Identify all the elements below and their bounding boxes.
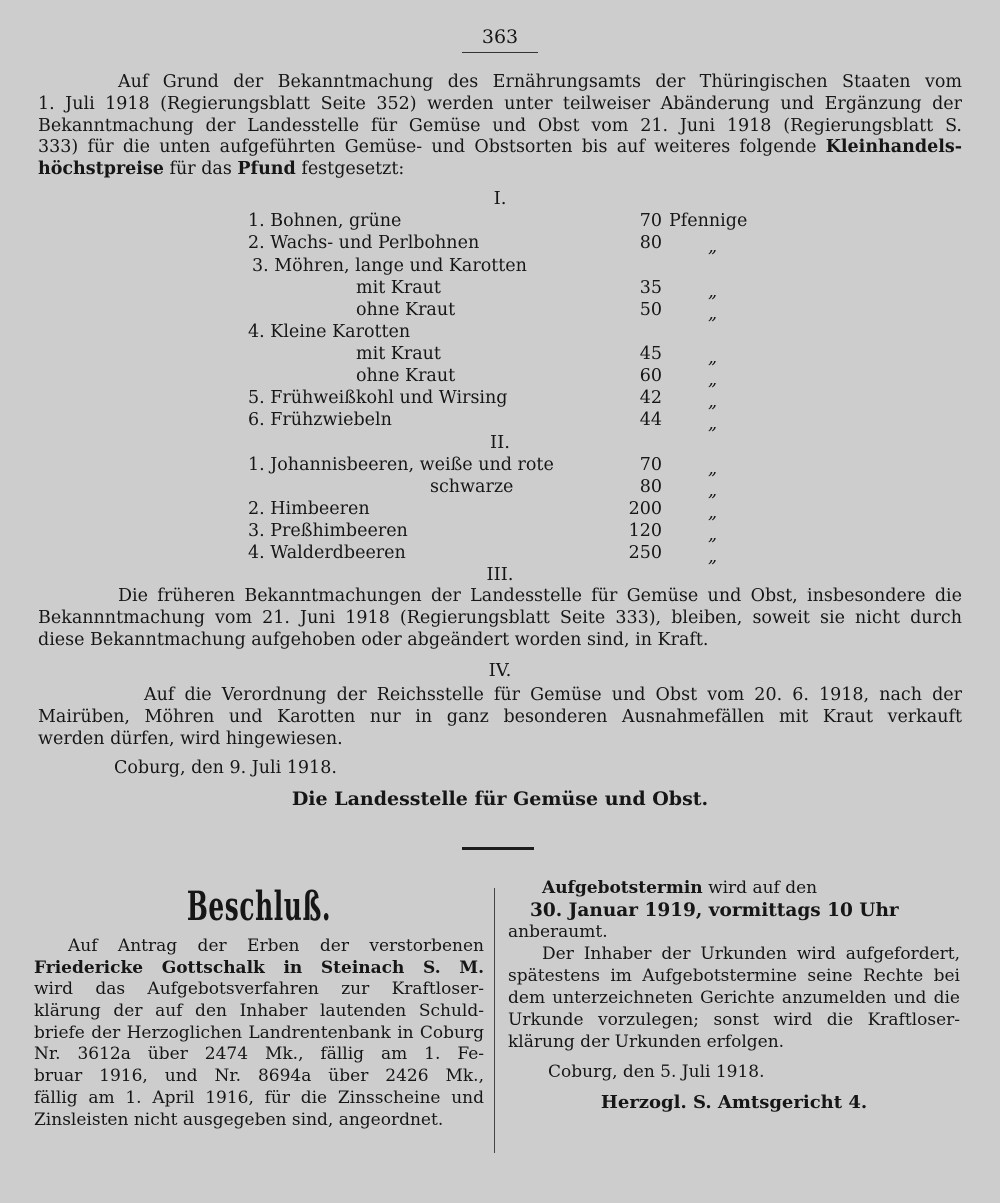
ditto-mark: „ bbox=[708, 414, 718, 434]
item-price: 250 bbox=[628, 543, 662, 563]
beschluss-column bbox=[34, 878, 484, 1131]
paragraph-line: Auf die Verordnung der Reichsstelle für Gemüse und Obst vom 20. 6. 1918, nach der bbox=[144, 685, 962, 705]
ditto-mark: „ bbox=[708, 304, 718, 324]
column-rule bbox=[494, 888, 495, 1153]
intro-bold-word: Kleinhandels- bbox=[825, 137, 962, 158]
authority-signature: Die Landesstelle für Gemüse und Obst. bbox=[291, 788, 709, 810]
price-row bbox=[0, 211, 1000, 233]
intro-bold-word: Pfund bbox=[237, 159, 296, 180]
ditto-mark: „ bbox=[708, 503, 718, 523]
paragraph-line: wird das Aufgebotsverfahren zur Kraftloser- bbox=[34, 979, 484, 1000]
item-name: 1. Bohnen, grüne bbox=[248, 211, 402, 231]
price-row bbox=[0, 366, 1000, 388]
aufgebot-text: wird auf den bbox=[708, 878, 818, 898]
item-price: 35 bbox=[639, 278, 662, 298]
section-number-III: III. bbox=[486, 564, 514, 585]
item-name: 4. Walderdbeeren bbox=[248, 543, 406, 563]
section-number-IV: IV. bbox=[488, 660, 512, 681]
item-name: 3. Möhren, lange und Karotten bbox=[252, 256, 527, 276]
ditto-mark: „ bbox=[708, 370, 718, 390]
section-number-I: I. bbox=[493, 188, 507, 209]
intro-line: Bekanntmachung der Landesstelle für Gemüse und Obst vom 21. Juni 1918 (Regierungsblatt S. bbox=[38, 115, 962, 136]
ditto-mark: „ bbox=[708, 392, 718, 412]
paragraph-line: Bekannntmachung vom 21. Juni 1918 (Regierungsblatt Seite 333), bleiben, soweit sie nicht durch bbox=[38, 607, 962, 628]
paragraph-line: fällig am 1. April 1916, für die Zinsscheine und bbox=[34, 1087, 484, 1108]
item-price: 200 bbox=[628, 499, 662, 519]
item-price: 44 bbox=[639, 410, 662, 430]
paragraph-line: diese Bekanntmachung aufgehoben oder abgeändert worden sind, in Kraft. bbox=[38, 629, 709, 650]
price-row bbox=[0, 499, 1000, 521]
item-name: 2. Wachs- und Perlbohnen bbox=[248, 233, 480, 253]
aufgebot-first-line bbox=[508, 878, 960, 900]
paragraph-line: dem unterzeichneten Gerichte anzumelden und die bbox=[508, 988, 960, 1008]
price-row bbox=[0, 477, 1000, 499]
item-name: 6. Frühzwiebeln bbox=[248, 410, 392, 430]
item-name: 1. Johannisbeeren, weiße und rote bbox=[248, 455, 554, 475]
intro-line-4 bbox=[38, 137, 962, 159]
paragraph-line: werden dürfen, wird hingewiesen. bbox=[38, 728, 343, 749]
item-name: 3. Preßhimbeeren bbox=[248, 521, 408, 541]
paragraph-line: Zinsleisten nicht ausgegeben sind, angeordnet. bbox=[34, 1109, 444, 1130]
paragraph-line: briefe der Herzoglichen Landrentenbank in Coburg bbox=[34, 1022, 484, 1043]
section-number-II: II. bbox=[490, 432, 510, 453]
item-price: 80 bbox=[639, 477, 662, 497]
item-price: 60 bbox=[639, 366, 662, 386]
price-row bbox=[0, 300, 1000, 322]
price-row bbox=[0, 455, 1000, 477]
paragraph-line: bruar 1916, und Nr. 8694a über 2426 Mk., bbox=[34, 1066, 484, 1087]
item-name: 2. Himbeeren bbox=[248, 499, 370, 519]
place-date: Coburg, den 9. Juli 1918. bbox=[114, 758, 337, 778]
paragraph-line: Auf Antrag der Erben der verstorbenen bbox=[68, 936, 484, 956]
section-III-paragraph bbox=[38, 586, 962, 651]
hearing-date: 30. Januar 1919, vormittags 10 Uhr bbox=[530, 900, 899, 921]
ditto-mark: „ bbox=[708, 237, 718, 257]
item-name: 4. Kleine Karotten bbox=[248, 322, 411, 342]
price-row bbox=[0, 388, 1000, 410]
price-row bbox=[0, 344, 1000, 366]
item-name: ohne Kraut bbox=[356, 300, 456, 320]
price-row bbox=[0, 233, 1000, 255]
aufgebot-column bbox=[508, 878, 960, 1113]
court-signature: Herzogl. S. Amtsgericht 4. bbox=[600, 1092, 868, 1113]
paragraph-line: klärung der Urkunden erfolgen. bbox=[508, 1032, 785, 1052]
item-name: schwarze bbox=[430, 477, 514, 497]
item-name: mit Kraut bbox=[356, 278, 441, 298]
ditto-mark: „ bbox=[708, 282, 718, 302]
ditto-mark: „ bbox=[708, 459, 718, 479]
beschluss-title: Beschluß. bbox=[186, 883, 332, 930]
paragraph-line: Urkunde vorzulegen; sonst wird die Kraftloser- bbox=[508, 1010, 960, 1030]
item-price: 50 bbox=[639, 300, 662, 320]
price-row bbox=[0, 543, 1000, 565]
intro-text: für das bbox=[169, 159, 232, 180]
page-number-rule bbox=[462, 52, 538, 53]
item-price: 70 bbox=[639, 455, 662, 475]
page-number: 363 bbox=[481, 26, 519, 48]
item-price: 70 bbox=[639, 211, 662, 231]
intro-paragraph bbox=[38, 72, 962, 181]
ditto-mark: „ bbox=[708, 481, 718, 501]
price-unit: Pfennige bbox=[669, 211, 748, 231]
intro-text: festgesetzt: bbox=[301, 159, 405, 180]
intro-line: 1. Juli 1918 (Regierungsblatt Seite 352) werden unter teilweiser Abänderung und Ergänzung der bbox=[38, 93, 962, 114]
beschluss-text bbox=[34, 936, 484, 1131]
intro-line: Auf Grund der Bekanntmachung des Ernährungsamts der Thüringischen Staaten vom bbox=[118, 72, 962, 92]
item-name: ohne Kraut bbox=[356, 366, 456, 386]
item-price: 120 bbox=[628, 521, 662, 541]
item-price: 80 bbox=[639, 233, 662, 253]
aufgebot-bold: Aufgebotstermin bbox=[542, 878, 703, 898]
paragraph-line: Mairüben, Möhren und Karotten nur in ganz besonderen Ausnahmefällen mit Kraut verkauft bbox=[38, 706, 962, 727]
item-price: 42 bbox=[639, 388, 662, 408]
paragraph-line: klärung der auf den Inhaber lautenden Schuld- bbox=[34, 1001, 484, 1022]
court-date: Coburg, den 5. Juli 1918. bbox=[548, 1062, 765, 1082]
place-date-paragraph bbox=[38, 758, 962, 780]
price-row bbox=[0, 322, 1000, 344]
price-row bbox=[0, 410, 1000, 432]
heir-name: Friedericke Gottschalk in Steinach S. M. bbox=[34, 957, 484, 978]
price-row bbox=[0, 521, 1000, 543]
paragraph-line: spätestens im Aufgebotstermine seine Rechte bei bbox=[508, 966, 960, 986]
item-price: 45 bbox=[639, 344, 662, 364]
intro-bold-word: höchstpreise bbox=[38, 159, 164, 180]
section-divider bbox=[462, 847, 534, 850]
intro-line-text: 333) für die unten aufgeführten Gemüse- und Obstsorten bis auf weiteres folgende bbox=[38, 137, 817, 158]
paragraph-line: anberaumt. bbox=[508, 922, 608, 942]
aufgebot-text bbox=[508, 878, 960, 1084]
ditto-mark: „ bbox=[708, 525, 718, 545]
price-row bbox=[0, 256, 1000, 278]
paragraph-line: Nr. 3612a über 2474 Mk., fällig am 1. Fe- bbox=[34, 1044, 484, 1065]
ditto-mark: „ bbox=[708, 348, 718, 368]
paragraph-line: Der Inhaber der Urkunden wird aufgefordert, bbox=[542, 944, 960, 964]
item-name: 5. Frühweißkohl und Wirsing bbox=[248, 388, 508, 408]
section-IV-paragraph bbox=[38, 685, 962, 750]
paragraph-line: Die früheren Bekanntmachungen der Landesstelle für Gemüse und Obst, insbesondere die bbox=[118, 586, 962, 606]
price-row bbox=[0, 278, 1000, 300]
intro-line-5 bbox=[38, 159, 962, 181]
ditto-mark: „ bbox=[708, 547, 718, 567]
item-name: mit Kraut bbox=[356, 344, 441, 364]
